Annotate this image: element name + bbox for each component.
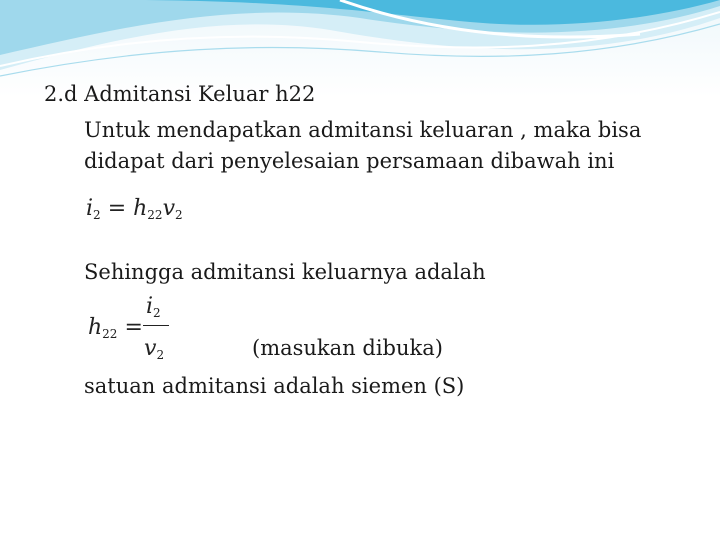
eq1-rhs-var1: h <box>133 196 148 221</box>
text-line-1: Untuk mendapatkan admitansi keluaran , maka bisa <box>84 118 642 142</box>
eq2-den-sub: 2 <box>156 348 165 362</box>
eq2-lhs-var: h <box>88 315 103 340</box>
eq1-lhs-var: i <box>86 196 94 221</box>
text-line-4: satuan admitansi adalah siemen (S) <box>84 374 465 398</box>
eq2-denominator <box>144 336 164 362</box>
eq1-rhs-sub2: 2 <box>175 208 183 222</box>
eq2-num-var: i <box>146 294 154 319</box>
text-line-3: Sehingga admitansi keluarnya adalah <box>84 260 486 284</box>
eq2-fraction-bar <box>143 325 169 326</box>
eq1-rhs-var2: v <box>162 196 176 221</box>
eq1-rhs-sub1: 22 <box>147 208 163 222</box>
text-line-2: didapat dari penyelesaian persamaan dibawah ini <box>84 149 615 173</box>
eq2-den-var: v <box>144 336 157 361</box>
eq2-equals: = <box>124 315 143 340</box>
note-masukan-dibuka: (masukan dibuka) <box>252 336 443 360</box>
eq2-numerator <box>146 294 161 320</box>
eq2-lhs <box>88 315 143 341</box>
eq2-num-sub: 2 <box>153 306 161 320</box>
eq2-lhs-sub: 22 <box>102 327 118 341</box>
eq1-equals: = <box>107 196 127 221</box>
equation-i2-h22-v2 <box>86 196 183 222</box>
header-wave-decoration <box>0 0 720 90</box>
eq1-lhs-sub: 2 <box>93 208 101 222</box>
slide-heading: 2.d Admitansi Keluar h22 <box>44 82 316 106</box>
